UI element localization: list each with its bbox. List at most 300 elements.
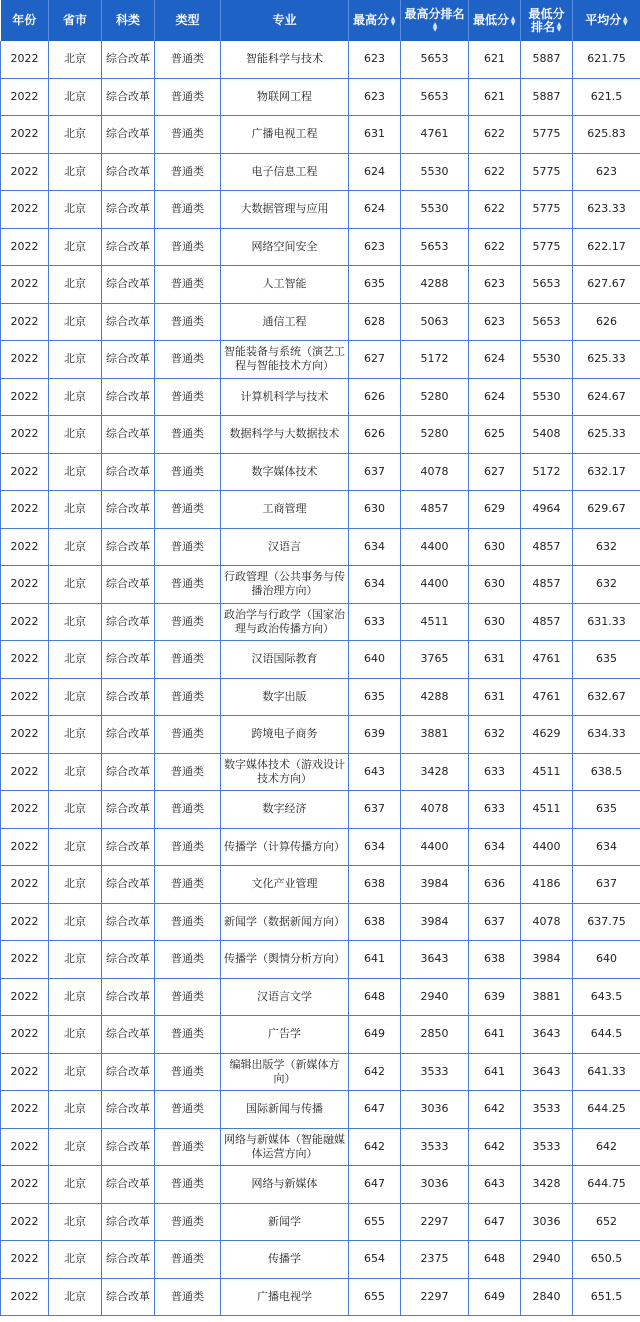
cell-min-score: 622	[469, 153, 521, 191]
cell-max-score: 623	[349, 228, 401, 266]
cell-min-score-rank: 5775	[521, 191, 573, 229]
cell-max-score-rank: 4761	[401, 116, 469, 154]
cell-max-score: 648	[349, 978, 401, 1016]
cell-min-score: 641	[469, 1053, 521, 1091]
cell-province: 北京	[49, 603, 102, 641]
cell-min-score-rank: 3881	[521, 978, 573, 1016]
cell-category: 普通类	[155, 978, 221, 1016]
cell-min-score-rank: 4964	[521, 491, 573, 529]
cell-province: 北京	[49, 1166, 102, 1204]
cell-year: 2022	[1, 341, 49, 379]
cell-min-score: 622	[469, 191, 521, 229]
header-max-score[interactable]	[349, 0, 401, 41]
cell-year: 2022	[1, 1203, 49, 1241]
cell-major: 新闻学（数据新闻方向）	[221, 903, 349, 941]
cell-year: 2022	[1, 603, 49, 641]
cell-category: 普通类	[155, 866, 221, 904]
cell-min-score: 643	[469, 1166, 521, 1204]
cell-min-score: 621	[469, 41, 521, 78]
cell-category: 普通类	[155, 566, 221, 604]
header-label: 最高分排名	[404, 6, 465, 21]
cell-max-score: 635	[349, 678, 401, 716]
cell-max-score: 647	[349, 1166, 401, 1204]
cell-max-score: 640	[349, 641, 401, 679]
cell-min-score-rank: 3036	[521, 1203, 573, 1241]
table-header	[1, 0, 640, 41]
cell-major: 智能科学与技术	[221, 41, 349, 78]
cell-province: 北京	[49, 303, 102, 341]
table-row	[1, 491, 640, 529]
header-max-score-rank[interactable]	[401, 0, 469, 41]
cell-average-score: 625.83	[573, 116, 640, 154]
cell-min-score: 624	[469, 378, 521, 416]
cell-max-score: 631	[349, 116, 401, 154]
cell-year: 2022	[1, 1278, 49, 1316]
cell-average-score: 625.33	[573, 416, 640, 454]
cell-province: 北京	[49, 753, 102, 791]
table-row	[1, 191, 640, 229]
cell-category: 普通类	[155, 453, 221, 491]
cell-min-score: 647	[469, 1203, 521, 1241]
cell-year: 2022	[1, 1128, 49, 1166]
cell-major: 行政管理（公共事务与传播治理方向）	[221, 566, 349, 604]
cell-major: 汉语国际教育	[221, 641, 349, 679]
cell-year: 2022	[1, 566, 49, 604]
cell-category: 普通类	[155, 903, 221, 941]
cell-max-score-rank: 5653	[401, 228, 469, 266]
cell-min-score: 631	[469, 678, 521, 716]
cell-major: 汉语言文学	[221, 978, 349, 1016]
cell-major: 人工智能	[221, 266, 349, 304]
cell-average-score: 622.17	[573, 228, 640, 266]
table-row	[1, 1278, 640, 1316]
cell-average-score: 641.33	[573, 1053, 640, 1091]
cell-subject-type: 综合改革	[102, 1241, 155, 1279]
cell-average-score: 650.5	[573, 1241, 640, 1279]
cell-category: 普通类	[155, 228, 221, 266]
cell-min-score: 636	[469, 866, 521, 904]
cell-province: 北京	[49, 116, 102, 154]
cell-major: 数字媒体技术	[221, 453, 349, 491]
table-row	[1, 266, 640, 304]
cell-category: 普通类	[155, 491, 221, 529]
cell-max-score-rank: 3533	[401, 1128, 469, 1166]
cell-province: 北京	[49, 566, 102, 604]
cell-year: 2022	[1, 378, 49, 416]
header-label: 最低分排名	[528, 6, 565, 34]
cell-province: 北京	[49, 528, 102, 566]
cell-category: 普通类	[155, 678, 221, 716]
header-label: 平均分	[585, 13, 622, 27]
cell-average-score: 632	[573, 528, 640, 566]
cell-min-score-rank: 4857	[521, 603, 573, 641]
cell-max-score-rank: 2375	[401, 1241, 469, 1279]
cell-province: 北京	[49, 1203, 102, 1241]
cell-province: 北京	[49, 641, 102, 679]
cell-max-score-rank: 3533	[401, 1053, 469, 1091]
cell-max-score-rank: 3984	[401, 903, 469, 941]
header-row	[1, 0, 640, 41]
cell-year: 2022	[1, 528, 49, 566]
cell-subject-type: 综合改革	[102, 716, 155, 754]
cell-category: 普通类	[155, 716, 221, 754]
sort-arrows-icon[interactable]: ▲ ▼	[432, 21, 438, 33]
cell-max-score: 628	[349, 303, 401, 341]
cell-min-score: 642	[469, 1128, 521, 1166]
cell-max-score-rank: 3643	[401, 941, 469, 979]
cell-min-score-rank: 3984	[521, 941, 573, 979]
table-row	[1, 903, 640, 941]
cell-province: 北京	[49, 791, 102, 829]
cell-average-score: 637.75	[573, 903, 640, 941]
cell-max-score-rank: 5653	[401, 41, 469, 78]
cell-min-score: 649	[469, 1278, 521, 1316]
cell-category: 普通类	[155, 1203, 221, 1241]
cell-year: 2022	[1, 941, 49, 979]
cell-max-score-rank: 4857	[401, 491, 469, 529]
table-row	[1, 1241, 640, 1279]
cell-subject-type: 综合改革	[102, 341, 155, 379]
cell-max-score-rank: 4288	[401, 678, 469, 716]
cell-year: 2022	[1, 303, 49, 341]
cell-year: 2022	[1, 1241, 49, 1279]
cell-average-score: 644.75	[573, 1166, 640, 1204]
cell-min-score-rank: 4761	[521, 678, 573, 716]
header-label: 省市	[62, 13, 87, 27]
cell-province: 北京	[49, 41, 102, 78]
cell-min-score-rank: 5408	[521, 416, 573, 454]
table-row	[1, 866, 640, 904]
cell-average-score: 632.17	[573, 453, 640, 491]
cell-subject-type: 综合改革	[102, 78, 155, 116]
header-category	[155, 0, 221, 41]
cell-max-score: 642	[349, 1128, 401, 1166]
cell-min-score-rank: 3643	[521, 1053, 573, 1091]
cell-major: 数据科学与大数据技术	[221, 416, 349, 454]
cell-category: 普通类	[155, 116, 221, 154]
cell-min-score-rank: 4511	[521, 753, 573, 791]
cell-category: 普通类	[155, 78, 221, 116]
cell-average-score: 634.33	[573, 716, 640, 754]
cell-min-score-rank: 4400	[521, 828, 573, 866]
cell-subject-type: 综合改革	[102, 228, 155, 266]
cell-year: 2022	[1, 78, 49, 116]
table-row	[1, 453, 640, 491]
cell-average-score: 624.67	[573, 378, 640, 416]
cell-category: 普通类	[155, 41, 221, 78]
cell-subject-type: 综合改革	[102, 566, 155, 604]
cell-max-score: 633	[349, 603, 401, 641]
header-subject-type	[102, 0, 155, 41]
cell-min-score-rank: 5887	[521, 78, 573, 116]
cell-major: 广告学	[221, 1016, 349, 1054]
cell-min-score: 622	[469, 228, 521, 266]
cell-average-score: 623.33	[573, 191, 640, 229]
cell-year: 2022	[1, 1166, 49, 1204]
cell-max-score: 639	[349, 716, 401, 754]
cell-category: 普通类	[155, 191, 221, 229]
table-row	[1, 153, 640, 191]
table-row	[1, 1016, 640, 1054]
cell-year: 2022	[1, 41, 49, 78]
sort-arrows-icon[interactable]: ▲ ▼	[390, 14, 396, 27]
sort-arrows-icon[interactable]: ▲ ▼	[510, 14, 516, 27]
cell-category: 普通类	[155, 641, 221, 679]
cell-subject-type: 综合改革	[102, 1016, 155, 1054]
cell-average-score: 631.33	[573, 603, 640, 641]
cell-major: 汉语言	[221, 528, 349, 566]
cell-average-score: 623	[573, 153, 640, 191]
cell-major: 网络空间安全	[221, 228, 349, 266]
cell-average-score: 629.67	[573, 491, 640, 529]
table-row	[1, 1128, 640, 1166]
cell-max-score: 635	[349, 266, 401, 304]
cell-average-score: 634	[573, 828, 640, 866]
cell-subject-type: 综合改革	[102, 378, 155, 416]
cell-min-score: 630	[469, 603, 521, 641]
cell-subject-type: 综合改革	[102, 978, 155, 1016]
table-row	[1, 416, 640, 454]
cell-min-score-rank: 4629	[521, 716, 573, 754]
cell-average-score: 638.5	[573, 753, 640, 791]
cell-max-score: 626	[349, 378, 401, 416]
cell-average-score: 627.67	[573, 266, 640, 304]
cell-category: 普通类	[155, 378, 221, 416]
cell-major: 跨境电子商务	[221, 716, 349, 754]
cell-max-score: 624	[349, 153, 401, 191]
cell-min-score-rank: 4857	[521, 528, 573, 566]
cell-max-score-rank: 5063	[401, 303, 469, 341]
cell-min-score-rank: 3533	[521, 1091, 573, 1129]
cell-max-score-rank: 5530	[401, 191, 469, 229]
table-row	[1, 41, 640, 78]
cell-min-score: 630	[469, 566, 521, 604]
table-row	[1, 378, 640, 416]
cell-max-score: 634	[349, 828, 401, 866]
cell-major: 物联网工程	[221, 78, 349, 116]
sort-arrows-icon[interactable]: ▲ ▼	[556, 21, 562, 33]
cell-year: 2022	[1, 491, 49, 529]
cell-major: 广播电视工程	[221, 116, 349, 154]
cell-province: 北京	[49, 1091, 102, 1129]
header-label: 专业	[272, 13, 297, 27]
cell-average-score: 640	[573, 941, 640, 979]
cell-year: 2022	[1, 453, 49, 491]
cell-subject-type: 综合改革	[102, 266, 155, 304]
cell-min-score: 622	[469, 116, 521, 154]
cell-max-score-rank: 3881	[401, 716, 469, 754]
cell-average-score: 632	[573, 566, 640, 604]
cell-average-score: 644.25	[573, 1091, 640, 1129]
cell-max-score-rank: 3428	[401, 753, 469, 791]
table-row	[1, 1091, 640, 1129]
cell-major: 数字出版	[221, 678, 349, 716]
cell-subject-type: 综合改革	[102, 191, 155, 229]
header-label: 年份	[12, 13, 37, 27]
cell-max-score-rank: 5280	[401, 378, 469, 416]
cell-subject-type: 综合改革	[102, 866, 155, 904]
cell-min-score: 641	[469, 1016, 521, 1054]
cell-max-score: 643	[349, 753, 401, 791]
cell-province: 北京	[49, 1241, 102, 1279]
cell-subject-type: 综合改革	[102, 791, 155, 829]
header-label: 最高分	[352, 13, 389, 27]
cell-subject-type: 综合改革	[102, 678, 155, 716]
table-row	[1, 303, 640, 341]
table-row	[1, 791, 640, 829]
cell-province: 北京	[49, 866, 102, 904]
cell-subject-type: 综合改革	[102, 116, 155, 154]
cell-max-score: 638	[349, 903, 401, 941]
header-label: 最低分	[472, 13, 509, 27]
cell-category: 普通类	[155, 528, 221, 566]
cell-year: 2022	[1, 716, 49, 754]
cell-max-score: 638	[349, 866, 401, 904]
cell-subject-type: 综合改革	[102, 1128, 155, 1166]
cell-average-score: 621.75	[573, 41, 640, 78]
cell-category: 普通类	[155, 303, 221, 341]
cell-max-score: 626	[349, 416, 401, 454]
cell-min-score-rank: 5775	[521, 116, 573, 154]
cell-major: 传播学	[221, 1241, 349, 1279]
cell-min-score-rank: 4078	[521, 903, 573, 941]
cell-province: 北京	[49, 978, 102, 1016]
sort-arrows-icon[interactable]: ▲ ▼	[622, 14, 628, 27]
cell-major: 大数据管理与应用	[221, 191, 349, 229]
cell-average-score: 644.5	[573, 1016, 640, 1054]
cell-province: 北京	[49, 266, 102, 304]
cell-major: 数字媒体技术（游戏设计技术方向）	[221, 753, 349, 791]
cell-year: 2022	[1, 1053, 49, 1091]
table-row	[1, 228, 640, 266]
cell-province: 北京	[49, 828, 102, 866]
cell-province: 北京	[49, 1278, 102, 1316]
cell-year: 2022	[1, 191, 49, 229]
cell-province: 北京	[49, 941, 102, 979]
table-row	[1, 566, 640, 604]
cell-major: 数字经济	[221, 791, 349, 829]
cell-subject-type: 综合改革	[102, 1203, 155, 1241]
cell-year: 2022	[1, 1091, 49, 1129]
cell-category: 普通类	[155, 341, 221, 379]
cell-max-score: 637	[349, 791, 401, 829]
cell-max-score-rank: 4078	[401, 791, 469, 829]
cell-province: 北京	[49, 228, 102, 266]
cell-average-score: 642	[573, 1128, 640, 1166]
cell-min-score: 623	[469, 266, 521, 304]
cell-province: 北京	[49, 453, 102, 491]
cell-min-score-rank: 3533	[521, 1128, 573, 1166]
cell-max-score: 637	[349, 453, 401, 491]
cell-min-score: 642	[469, 1091, 521, 1129]
cell-category: 普通类	[155, 1128, 221, 1166]
cell-subject-type: 综合改革	[102, 303, 155, 341]
cell-category: 普通类	[155, 266, 221, 304]
cell-subject-type: 综合改革	[102, 528, 155, 566]
cell-average-score: 635	[573, 641, 640, 679]
cell-category: 普通类	[155, 1278, 221, 1316]
table-row	[1, 716, 640, 754]
cell-min-score-rank: 5530	[521, 378, 573, 416]
cell-max-score: 634	[349, 566, 401, 604]
table-row	[1, 1166, 640, 1204]
cell-category: 普通类	[155, 1241, 221, 1279]
table-row	[1, 678, 640, 716]
cell-average-score: 635	[573, 791, 640, 829]
cell-min-score-rank: 5775	[521, 228, 573, 266]
cell-max-score: 627	[349, 341, 401, 379]
cell-max-score-rank: 3036	[401, 1091, 469, 1129]
cell-year: 2022	[1, 678, 49, 716]
header-major	[221, 0, 349, 41]
cell-min-score: 638	[469, 941, 521, 979]
cell-average-score: 651.5	[573, 1278, 640, 1316]
cell-province: 北京	[49, 341, 102, 379]
cell-major: 广播电视学	[221, 1278, 349, 1316]
cell-major: 计算机科学与技术	[221, 378, 349, 416]
table-row	[1, 1053, 640, 1091]
cell-category: 普通类	[155, 753, 221, 791]
cell-subject-type: 综合改革	[102, 416, 155, 454]
cell-year: 2022	[1, 903, 49, 941]
cell-major: 文化产业管理	[221, 866, 349, 904]
cell-average-score: 621.5	[573, 78, 640, 116]
cell-max-score-rank: 4400	[401, 828, 469, 866]
cell-max-score: 642	[349, 1053, 401, 1091]
cell-max-score-rank: 3036	[401, 1166, 469, 1204]
cell-category: 普通类	[155, 416, 221, 454]
cell-min-score: 632	[469, 716, 521, 754]
cell-average-score: 632.67	[573, 678, 640, 716]
cell-min-score: 631	[469, 641, 521, 679]
table-row	[1, 978, 640, 1016]
cell-subject-type: 综合改革	[102, 1278, 155, 1316]
header-min-score[interactable]	[469, 0, 521, 41]
cell-category: 普通类	[155, 941, 221, 979]
cell-category: 普通类	[155, 828, 221, 866]
cell-max-score-rank: 5653	[401, 78, 469, 116]
cell-max-score: 655	[349, 1278, 401, 1316]
cell-year: 2022	[1, 228, 49, 266]
cell-max-score-rank: 5280	[401, 416, 469, 454]
cell-max-score: 623	[349, 41, 401, 78]
cell-subject-type: 综合改革	[102, 1053, 155, 1091]
table-row	[1, 603, 640, 641]
cell-year: 2022	[1, 116, 49, 154]
cell-min-score: 627	[469, 453, 521, 491]
cell-major: 通信工程	[221, 303, 349, 341]
cell-major: 传播学（计算传播方向）	[221, 828, 349, 866]
cell-min-score: 633	[469, 791, 521, 829]
header-label: 科类	[115, 13, 140, 27]
header-average-score[interactable]	[573, 0, 640, 41]
cell-min-score-rank: 5775	[521, 153, 573, 191]
cell-major: 编辑出版学（新媒体方向）	[221, 1053, 349, 1091]
cell-min-score-rank: 3428	[521, 1166, 573, 1204]
table-row	[1, 753, 640, 791]
cell-category: 普通类	[155, 153, 221, 191]
cell-major: 网络与新媒体（智能融媒体运营方向）	[221, 1128, 349, 1166]
cell-province: 北京	[49, 191, 102, 229]
cell-max-score-rank: 4511	[401, 603, 469, 641]
cell-year: 2022	[1, 753, 49, 791]
cell-min-score-rank: 4186	[521, 866, 573, 904]
cell-major: 工商管理	[221, 491, 349, 529]
header-min-score-rank[interactable]	[521, 0, 573, 41]
cell-average-score: 652	[573, 1203, 640, 1241]
table-body	[1, 41, 640, 1316]
cell-category: 普通类	[155, 1166, 221, 1204]
